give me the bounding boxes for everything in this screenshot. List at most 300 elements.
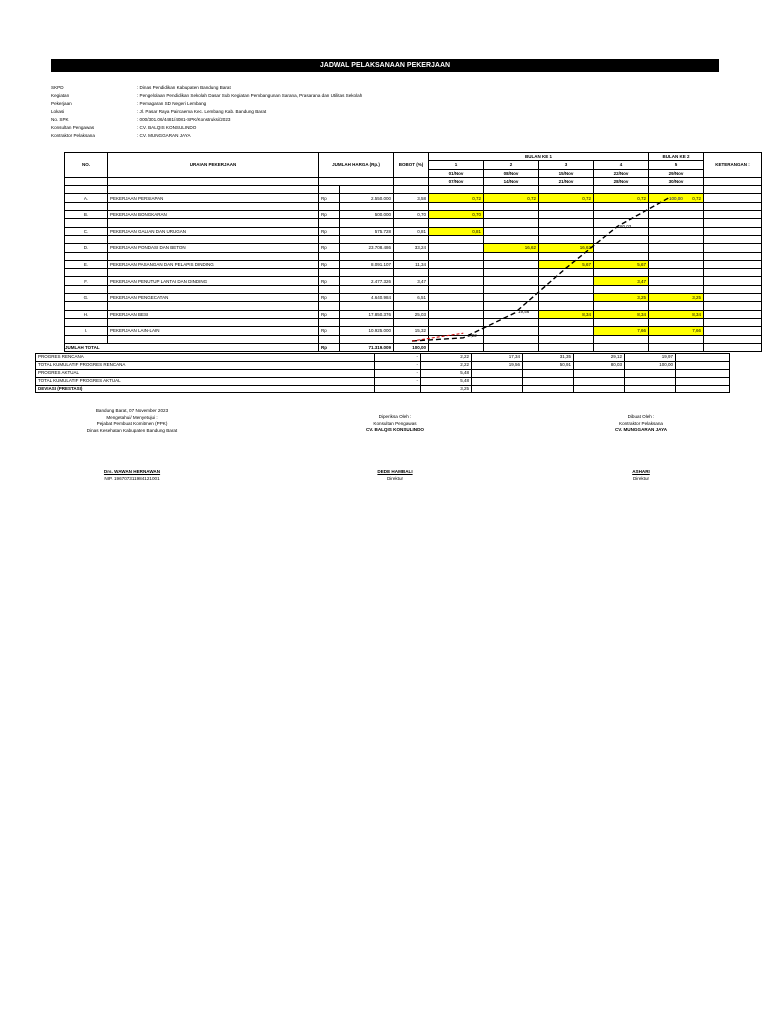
task-currency: Rp — [319, 211, 340, 219]
task-week-value — [429, 310, 484, 318]
task-no: C. — [65, 227, 108, 235]
task-bobot: 0,81 — [394, 227, 429, 235]
task-week-value — [649, 211, 704, 219]
spacer-cell — [319, 318, 340, 326]
header-week-end: 21/Nov — [539, 177, 594, 185]
spacer-cell — [65, 202, 108, 210]
summary-row — [36, 354, 730, 362]
summary-week-value: 29,12 — [574, 354, 625, 362]
info-value: : Jl. Pasar Raya Paircaema Kec. Lembang Kab. Bandung Barat — [137, 109, 267, 114]
header-week-end: 30/Nov — [649, 177, 704, 185]
task-harga: 17.850.376 — [340, 310, 394, 318]
task-bobot: 3,58 — [394, 194, 429, 202]
sig-left-line2: Mengetahui/ Menyetujui : — [106, 414, 158, 420]
curve-label-week5: 100,00 — [669, 196, 683, 201]
spacer-row — [65, 335, 762, 343]
spacer-cell — [429, 302, 484, 310]
spacer-cell — [429, 235, 484, 243]
spacer-cell — [594, 235, 649, 243]
summary-keterangan — [676, 385, 730, 393]
document-title: JADWAL PELAKSANAAN PEKERJAAN — [51, 59, 719, 72]
spacer-cell — [394, 235, 429, 243]
sig-left-line1: Bandung Barat, 07 November 2023 — [95, 408, 169, 413]
spacer-cell — [108, 202, 319, 210]
spacer-cell — [649, 285, 704, 293]
task-currency: Rp — [319, 310, 340, 318]
info-row — [51, 100, 362, 108]
task-week-value — [539, 327, 594, 335]
spacer-cell — [649, 269, 704, 277]
task-currency: Rp — [319, 227, 340, 235]
spacer-cell — [394, 269, 429, 277]
signature-consultant — [330, 414, 460, 434]
spacer-cell — [484, 235, 539, 243]
summary-keterangan — [676, 369, 730, 377]
sig-mid-role: Direktur — [386, 475, 404, 481]
spacer-cell — [704, 252, 762, 260]
spacer-cell — [108, 235, 319, 243]
spacer-cell — [649, 252, 704, 260]
curve-label-week2: 19,56 — [518, 309, 530, 314]
task-week-value: 5,67 — [594, 260, 649, 268]
spacer-cell — [340, 335, 394, 343]
info-key: Konsultan Pengawas — [51, 125, 95, 130]
spacer-cell — [65, 219, 108, 227]
spacer-cell — [429, 219, 484, 227]
task-week-value: 3,47 — [594, 277, 649, 285]
summary-week-value: 2,22 — [421, 354, 472, 362]
summary-dash: - — [375, 361, 421, 369]
task-week-value — [649, 260, 704, 268]
sig-mid-line3: CV. BALQIS KONSULINDO — [365, 427, 425, 432]
info-value: : Dinas Pendidikan Kabupaten Bandung Barat — [137, 85, 231, 90]
task-name: PEKERJAAN BONGKARAN — [108, 211, 319, 219]
header-week-start: 22/Nov — [594, 169, 649, 177]
task-week-value — [539, 227, 594, 235]
summary-week-value — [523, 377, 574, 385]
spacer-cell — [704, 177, 762, 185]
spacer-cell — [594, 186, 649, 194]
spacer-cell — [340, 202, 394, 210]
spacer-cell — [394, 219, 429, 227]
task-no: H. — [65, 310, 108, 318]
task-keterangan — [704, 277, 762, 285]
task-name: PEKERJAAN BESI — [108, 310, 319, 318]
spacer-cell — [484, 285, 539, 293]
header-week-number: 2 — [484, 161, 539, 169]
task-week-value: 7,66 — [594, 327, 649, 335]
task-week-value: 0,72 — [429, 194, 484, 202]
task-week-value: 7,66 — [649, 327, 704, 335]
info-key: Kontraktor Pelaksana — [51, 133, 95, 138]
spacer-cell — [704, 285, 762, 293]
task-week-value: 0,72 — [484, 194, 539, 202]
spacer-cell — [649, 335, 704, 343]
info-row — [51, 116, 362, 124]
spacer-cell — [394, 318, 429, 326]
task-week-value — [594, 244, 649, 252]
task-week-value — [484, 211, 539, 219]
task-currency: Rp — [319, 277, 340, 285]
spacer-cell — [340, 318, 394, 326]
spacer-cell — [429, 285, 484, 293]
spacer-row — [65, 318, 762, 326]
info-value: : 000/301.06/4481/4081-SPK/Konstruksi/2023 — [137, 117, 231, 122]
spacer-cell — [340, 252, 394, 260]
task-week-value — [594, 211, 649, 219]
task-bobot: 0,70 — [394, 211, 429, 219]
spacer-cell — [340, 269, 394, 277]
total-bobot: 100,00 — [394, 343, 429, 351]
task-harga: 8.091.107 — [340, 260, 394, 268]
spacer-cell — [704, 219, 762, 227]
spacer-cell — [539, 318, 594, 326]
spacer-cell — [108, 302, 319, 310]
summary-week-value — [472, 385, 523, 393]
task-bobot: 15,32 — [394, 327, 429, 335]
spacer-cell — [429, 318, 484, 326]
summary-dash: - — [375, 354, 421, 362]
info-row — [51, 92, 362, 100]
summary-row — [36, 369, 730, 377]
sig-right-line3: CV. MUNGGARAN JAYA — [614, 427, 668, 432]
task-week-value: 3,25 — [649, 294, 704, 302]
spacer-cell — [594, 285, 649, 293]
task-row — [65, 260, 762, 268]
task-bobot: 25,03 — [394, 310, 429, 318]
spacer-cell — [484, 202, 539, 210]
spacer-cell — [539, 343, 594, 351]
spacer-cell — [649, 302, 704, 310]
task-bobot: 33,24 — [394, 244, 429, 252]
summary-week-value: 19,97 — [625, 354, 676, 362]
summary-label: PROGRES AKTUAL — [36, 369, 375, 377]
summary-week-value: 19,56 — [472, 361, 523, 369]
spacer-cell — [649, 343, 704, 351]
task-keterangan — [704, 327, 762, 335]
spacer-cell — [65, 186, 108, 194]
task-week-value — [484, 227, 539, 235]
task-week-value: 8,34 — [649, 310, 704, 318]
summary-dash — [375, 385, 421, 393]
task-no: B. — [65, 211, 108, 219]
summary-week-value — [472, 369, 523, 377]
task-week-value: 0,72 — [539, 194, 594, 202]
task-no: A. — [65, 194, 108, 202]
task-currency: Rp — [319, 194, 340, 202]
task-week-value: 0,72 — [649, 194, 704, 202]
task-keterangan — [704, 211, 762, 219]
spacer-cell — [394, 285, 429, 293]
summary-week-value: 5,48 — [421, 377, 472, 385]
task-week-value: 0,70 — [429, 211, 484, 219]
spacer-row — [65, 269, 762, 277]
header-uraian: URAIAN PEKERJAAN — [108, 153, 319, 178]
task-row — [65, 277, 762, 285]
spacer-cell — [649, 186, 704, 194]
progress-summary-table — [35, 353, 730, 393]
task-keterangan — [704, 260, 762, 268]
header-no: NO. — [65, 153, 108, 178]
info-value: : Pemagaran SD Negeri Lembang — [137, 101, 207, 106]
task-week-value — [484, 327, 539, 335]
task-week-value: 3,25 — [594, 294, 649, 302]
spacer-cell — [340, 219, 394, 227]
task-currency: Rp — [319, 260, 340, 268]
summary-row — [36, 361, 730, 369]
summary-label: TOTAL KUMULATIF PROGRES RENCANA — [36, 361, 375, 369]
task-harga: 500.000 — [340, 211, 394, 219]
task-week-value — [649, 244, 704, 252]
signature-contractor — [586, 414, 696, 434]
total-row — [65, 343, 762, 351]
project-info — [51, 84, 362, 140]
task-week-value — [649, 227, 704, 235]
summary-week-value — [625, 385, 676, 393]
spacer-cell — [65, 285, 108, 293]
summary-week-value — [523, 369, 574, 377]
summary-week-value — [574, 385, 625, 393]
task-harga: 4.640.984 — [340, 294, 394, 302]
summary-row — [36, 377, 730, 385]
spacer-cell — [704, 343, 762, 351]
task-bobot: 6,51 — [394, 294, 429, 302]
summary-week-value: 31,35 — [523, 354, 574, 362]
summary-row — [36, 385, 730, 393]
spacer-cell — [108, 177, 319, 185]
task-week-value: 0,81 — [429, 227, 484, 235]
task-week-value: 0,72 — [594, 194, 649, 202]
task-row — [65, 244, 762, 252]
task-week-value: 16,62 — [484, 244, 539, 252]
spacer-cell — [429, 186, 484, 194]
header-week-end: 07/Nov — [429, 177, 484, 185]
signature-ppk — [70, 408, 194, 434]
task-name: PEKERJAAN GALIAN DAN URUGAN — [108, 227, 319, 235]
task-name: PEKERJAAN LAIN-LAIN — [108, 327, 319, 335]
spacer-cell — [484, 219, 539, 227]
info-row — [51, 124, 362, 132]
spacer-cell — [429, 343, 484, 351]
spacer-cell — [394, 335, 429, 343]
spacer-cell — [429, 202, 484, 210]
spacer-cell — [649, 318, 704, 326]
spacer-cell — [319, 252, 340, 260]
spacer-cell — [649, 219, 704, 227]
sig-right-line1: Dibuat Oleh : — [627, 414, 655, 419]
spacer-cell — [594, 343, 649, 351]
task-name: PEKERJAAN PASANGAN DAN PELAPIS DINDING — [108, 260, 319, 268]
header-week-end: 14/Nov — [484, 177, 539, 185]
spacer-cell — [65, 318, 108, 326]
spacer-cell — [539, 269, 594, 277]
task-week-value — [429, 277, 484, 285]
task-name: PEKERJAAN PENGECATAN — [108, 294, 319, 302]
task-harga: 10.925.000 — [340, 327, 394, 335]
task-keterangan — [704, 294, 762, 302]
task-week-value — [484, 277, 539, 285]
spacer-cell — [539, 285, 594, 293]
spacer-cell — [484, 302, 539, 310]
summary-week-value: 5,48 — [421, 369, 472, 377]
spacer-cell — [319, 186, 340, 194]
spacer-cell — [108, 335, 319, 343]
task-week-value — [429, 260, 484, 268]
spacer-cell — [704, 302, 762, 310]
spacer-row — [65, 285, 762, 293]
task-week-value — [539, 277, 594, 285]
spacer-cell — [65, 335, 108, 343]
spacer-row — [65, 202, 762, 210]
sig-mid-line1: Diperiksa Oleh : — [378, 414, 412, 419]
spacer-cell — [340, 235, 394, 243]
summary-label: DEVIASI (PRESTASI) — [36, 385, 375, 393]
spacer-cell — [539, 302, 594, 310]
spacer-cell — [108, 318, 319, 326]
header-harga: JUMLAH HARGA (Rp.) — [319, 153, 394, 178]
spacer-cell — [394, 186, 429, 194]
task-row — [65, 310, 762, 318]
task-week-value: 16,62 — [539, 244, 594, 252]
header-week-number: 3 — [539, 161, 594, 169]
sig-mid-name: DEDE HAMBALI — [377, 469, 413, 474]
info-row — [51, 132, 362, 140]
task-week-value — [539, 211, 594, 219]
spacer-cell — [65, 269, 108, 277]
task-week-value: 8,34 — [594, 310, 649, 318]
task-no: F. — [65, 277, 108, 285]
spacer-cell — [704, 202, 762, 210]
spacer-cell — [340, 285, 394, 293]
summary-week-value: 3,25 — [421, 385, 472, 393]
task-name: PEKERJAAN PERSIAPAN — [108, 194, 319, 202]
spacer-cell — [484, 186, 539, 194]
header-bulan-2: BULAN KE 2 — [649, 153, 704, 161]
task-harga: 2.477.326 — [340, 277, 394, 285]
spacer-cell — [340, 186, 394, 194]
spacer-cell — [539, 252, 594, 260]
summary-week-value — [625, 369, 676, 377]
signature-consultant-name — [330, 469, 460, 482]
sig-left-line3: Pejabat Pembuat Komitmen (PPK) — [96, 421, 168, 426]
spacer-row — [65, 252, 762, 260]
spacer-cell — [319, 235, 340, 243]
header-week-start: 01/Nov — [429, 169, 484, 177]
task-week-value — [484, 260, 539, 268]
spacer-cell — [319, 219, 340, 227]
spacer-cell — [65, 235, 108, 243]
spacer-cell — [319, 269, 340, 277]
spacer-row — [65, 219, 762, 227]
summary-keterangan — [676, 361, 730, 369]
curve-label-week1: 2,22 — [468, 333, 477, 338]
total-harga: 71.319.009 — [340, 343, 394, 351]
spacer-cell — [539, 335, 594, 343]
spacer-cell — [108, 219, 319, 227]
spacer-cell — [429, 269, 484, 277]
spacer-row — [65, 302, 762, 310]
spacer-cell — [649, 202, 704, 210]
sig-right-line2: Kontraktor Pelaksana — [619, 420, 663, 426]
summary-label: TOTAL KUMULATIF PROGRES AKTUAL — [36, 377, 375, 385]
spacer-cell — [319, 177, 394, 185]
total-label: JUMLAH TOTAL — [65, 343, 319, 351]
task-week-value — [429, 244, 484, 252]
task-week-value: 8,34 — [539, 310, 594, 318]
spacer-cell — [484, 269, 539, 277]
spacer-cell — [594, 335, 649, 343]
spacer-cell — [484, 252, 539, 260]
spacer-cell — [108, 186, 319, 194]
spacer-cell — [394, 177, 429, 185]
spacer-cell — [704, 335, 762, 343]
task-harga: 23.708.486 — [340, 244, 394, 252]
task-row — [65, 294, 762, 302]
spacer-cell — [594, 269, 649, 277]
sig-right-role: Direktur — [632, 475, 650, 481]
info-key: SKPD — [51, 85, 64, 90]
spacer-cell — [340, 302, 394, 310]
summary-week-value: 100,00 — [625, 361, 676, 369]
task-week-value — [649, 277, 704, 285]
spacer-cell — [704, 235, 762, 243]
spacer-cell — [594, 252, 649, 260]
summary-dash: - — [375, 369, 421, 377]
sig-left-nip: NIP. 196707311984121001 — [104, 475, 160, 481]
task-row — [65, 211, 762, 219]
summary-week-value — [574, 369, 625, 377]
summary-week-value: 17,34 — [472, 354, 523, 362]
summary-week-value — [523, 385, 574, 393]
task-harga: 2.550.000 — [340, 194, 394, 202]
info-key: Lokasi — [51, 109, 65, 114]
header-bobot: BOBOT (%) — [394, 153, 429, 178]
task-no: I. — [65, 327, 108, 335]
header-week-number: 4 — [594, 161, 649, 169]
spacer-cell — [484, 343, 539, 351]
task-no: D. — [65, 244, 108, 252]
spacer-cell — [539, 219, 594, 227]
task-week-value — [484, 310, 539, 318]
summary-week-value: 50,91 — [523, 361, 574, 369]
spacer-cell — [394, 302, 429, 310]
info-row — [51, 84, 362, 92]
sig-left-line4: Dinas Kesehatan Kabupaten Bandung Barat — [86, 427, 178, 433]
total-currency: Rp — [319, 343, 340, 351]
header-week-number: 1 — [429, 161, 484, 169]
info-value: : CV. BALQIS KONSULINDO — [137, 125, 197, 130]
spacer-row — [65, 186, 762, 194]
summary-week-value: 80,03 — [574, 361, 625, 369]
header-week-start: 29/Nov — [649, 169, 704, 177]
spacer-cell — [65, 302, 108, 310]
spacer-cell — [319, 202, 340, 210]
spacer-cell — [594, 202, 649, 210]
task-harga: 575.728 — [340, 227, 394, 235]
header-week-start: 15/Nov — [539, 169, 594, 177]
task-no: E. — [65, 260, 108, 268]
spacer-cell — [108, 285, 319, 293]
info-key: No. SPK — [51, 117, 69, 122]
task-name: PEKERJAAN PONDASI DAN BETON — [108, 244, 319, 252]
spacer-row — [65, 235, 762, 243]
info-key: Kegiatan — [51, 93, 70, 98]
spacer-cell — [704, 186, 762, 194]
task-week-value — [539, 294, 594, 302]
spacer-cell — [394, 252, 429, 260]
spacer-cell — [429, 252, 484, 260]
header-week-end: 28/Nov — [594, 177, 649, 185]
